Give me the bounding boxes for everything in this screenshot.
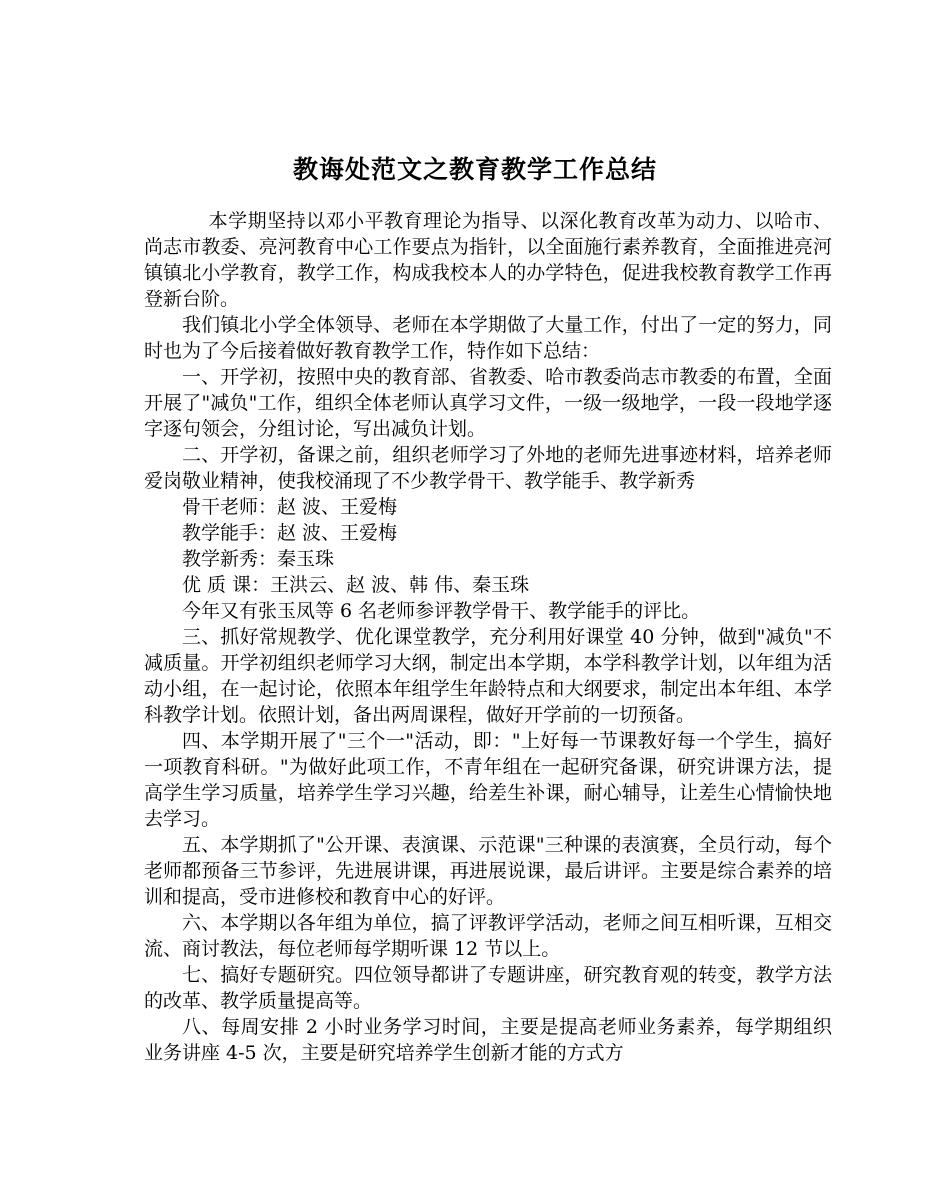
- paragraph-item-6: 六、本学期以各年组为单位，搞了评教评学活动，老师之间互相听课，互相交流、商讨教法，每位老师每学期听课 12 节以上。: [144, 912, 832, 960]
- document-body: [144, 208, 832, 1066]
- list-line-quality-lessons: 优 质 课：王洪云、赵 波、韩 伟、秦玉珠: [182, 574, 530, 596]
- document-title: 教诲处范文之教育教学工作总结: [292, 154, 657, 184]
- paragraph-item-2: 二、开学初，备课之前，组织老师学习了外地的老师先进事迹材料，培养老师爱岗敬业精神，使我校涌现了不少教学骨干、教学能手、教学新秀: [144, 444, 832, 492]
- paragraph-item-8: 八、每周安排 2 小时业务学习时间，主要是提高老师业务素养，每学期组织业务讲座 4-5 次，主要是研究培养学生创新才能的方式方: [144, 1016, 832, 1064]
- paragraph-summary-lead: 我们镇北小学全体领导、老师在本学期做了大量工作，付出了一定的努力，同时也为了今后接着做好教育教学工作，特作如下总结：: [144, 314, 832, 362]
- paragraph-evaluation: 今年又有张玉凤等 6 名老师参评教学骨干、教学能手的评比。: [182, 600, 701, 622]
- paragraph-intro: 本学期坚持以邓小平教育理论为指导、以深化教育改革为动力、以哈市、尚志市教委、亮河教育中心工作要点为指针，以全面施行素养教育，全面推进亮河镇镇北小学教育，教学工作，构成我校本人的办学特色，促进我校教育教学工作再登新台阶。: [144, 210, 832, 310]
- paragraph-item-5: 五、本学期抓了"公开课、表演课、示范课"三种课的表演赛，全员行动，每个老师都预备三节参评，先进展讲课，再进展说课，最后讲评。主要是综合素养的培训和提高，受市进修校和教育中心的好评。: [144, 834, 832, 908]
- list-line-new-talents: 教学新秀：秦玉珠: [182, 548, 335, 570]
- paragraph-item-3: 三、抓好常规教学、优化课堂教学，充分利用好课堂 40 分钟，做到"减负"不减质量。开学初组织老师学习大纲，制定出本学期，本学科教学计划，以年组为活动小组，在一起讨论，依照本年组学生年龄特点和大纲要求，制定出本年组、本学科教学计划。依照计划，备出两周课程，做好开学前的一切预备。: [144, 626, 832, 726]
- paragraph-item-7: 七、搞好专题研究。四位领导都讲了专题讲座，研究教育观的转变，教学方法的改革、教学质量提高等。: [144, 964, 832, 1012]
- paragraph-item-4: 四、本学期开展了"三个一"活动，即："上好每一节课教好每一个学生，搞好一项教育科研。"为做好此项工作，不青年组在一起研究备课，研究讲课方法，提高学生学习质量，培养学生学习兴趣，给差生补课，耐心辅导，让差生心情愉快地去学习。: [144, 730, 832, 830]
- list-line-teaching-experts: 教学能手：赵 波、王爱梅: [182, 522, 398, 544]
- paragraph-item-1: 一、开学初，按照中央的教育部、省教委、哈市教委尚志市教委的布置，全面开展了"减负"工作，组织全体老师认真学习文件，一级一级地学，一段一段地学逐字逐句领会，分组讨论，写出减负计划。: [144, 366, 832, 440]
- list-line-backbone-teachers: 骨干老师：赵 波、王爱梅: [182, 496, 398, 518]
